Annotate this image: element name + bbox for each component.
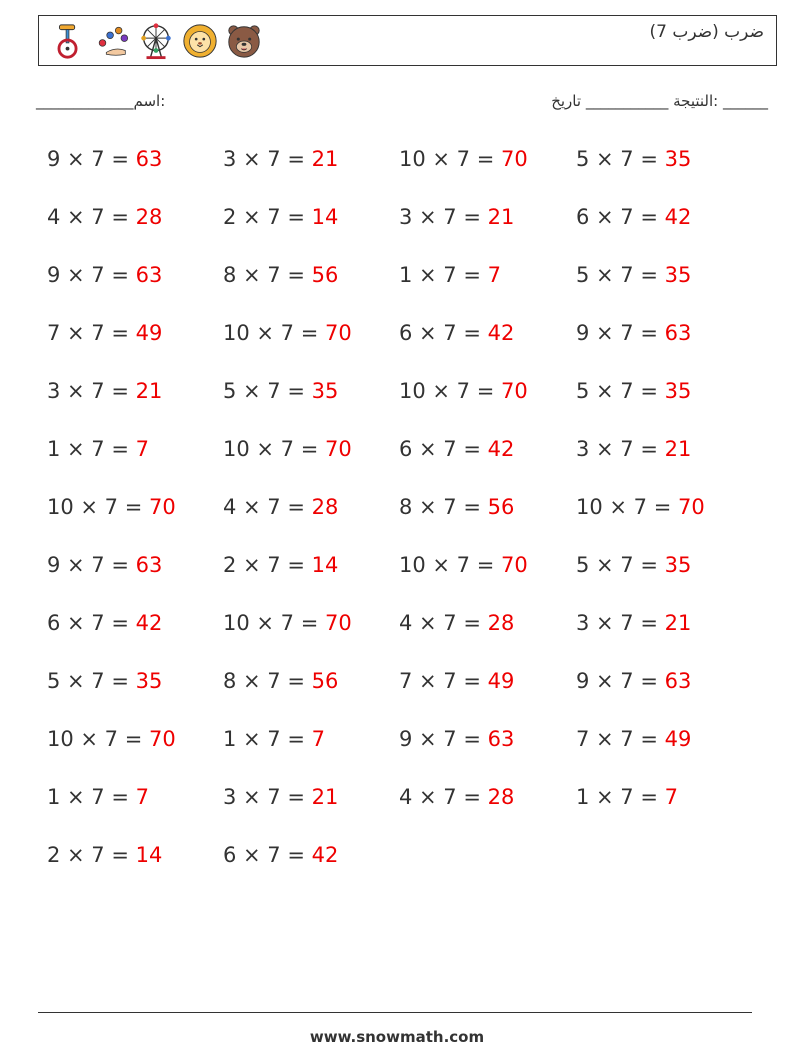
juggling-balls-icon [93,22,131,60]
problem-answer: 14 [135,843,163,867]
problem-answer: 63 [135,263,163,287]
problem-question: 3 × 7 = [576,611,665,635]
problem-answer: 14 [311,553,339,577]
problem-question: 9 × 7 = [576,321,665,345]
problem-question: 8 × 7 = [223,263,312,287]
problem-question: 5 × 7 = [576,553,665,577]
problem-answer: 70 [500,379,528,403]
problem-question: 10 × 7 = [223,321,325,345]
problem-item [47,205,162,229]
problem-answer: 63 [664,669,692,693]
problem-item [399,727,514,751]
problem-item [47,727,176,751]
problem-answer: 7 [135,785,149,809]
problem-question: 1 × 7 = [576,785,665,809]
problem-answer: 21 [311,147,339,171]
problem-answer: 42 [135,611,163,635]
problem-question: 1 × 7 = [399,263,488,287]
problem-item [399,263,501,287]
problem-question: 5 × 7 = [576,263,665,287]
problem-item [576,553,691,577]
problem-question: 6 × 7 = [399,437,488,461]
problem-item [399,553,528,577]
problem-item [223,263,338,287]
worksheet-title: ضرب (ضرب 7) [649,22,764,42]
problem-question: 4 × 7 = [399,785,488,809]
problem-question: 10 × 7 = [399,379,501,403]
problem-answer: 63 [135,147,163,171]
problem-answer: 49 [487,669,515,693]
problem-item [399,437,514,461]
header-box [38,15,777,66]
problem-item [47,611,162,635]
problem-answer: 70 [148,495,176,519]
problem-answer: 63 [664,321,692,345]
problem-answer: 42 [487,321,515,345]
problem-item [47,147,162,171]
problem-question: 4 × 7 = [47,205,136,229]
lion-icon [181,22,219,60]
problem-answer: 70 [148,727,176,751]
problem-item [47,321,162,345]
problem-question: 5 × 7 = [576,147,665,171]
problem-answer: 7 [664,785,678,809]
problem-item [223,437,352,461]
problem-question: 7 × 7 = [47,321,136,345]
problem-question: 8 × 7 = [223,669,312,693]
problem-question: 9 × 7 = [576,669,665,693]
problem-item [576,785,678,809]
problem-answer: 21 [664,611,692,635]
problem-item [223,669,338,693]
name-label: اسم: [133,92,166,110]
header-icons [49,22,263,60]
problem-item [576,205,691,229]
footer-rule [38,1012,752,1013]
problem-answer: 70 [500,553,528,577]
problem-answer: 35 [664,263,692,287]
problem-question: 1 × 7 = [223,727,312,751]
problem-question: 1 × 7 = [47,437,136,461]
problem-item [399,321,514,345]
problem-answer: 56 [487,495,515,519]
problem-question: 4 × 7 = [223,495,312,519]
problem-question: 9 × 7 = [47,147,136,171]
problem-question: 9 × 7 = [47,263,136,287]
score-label: النتيجة [673,92,714,110]
problem-answer: 28 [487,611,515,635]
problem-answer: 70 [324,611,352,635]
problem-item [576,611,691,635]
score-blank: ___________ [585,92,669,110]
problem-question: 3 × 7 = [576,437,665,461]
problem-item [399,611,514,635]
problem-question: 5 × 7 = [576,379,665,403]
problem-item [576,495,705,519]
problem-question: 5 × 7 = [223,379,312,403]
problem-item [223,379,338,403]
problem-item [576,321,691,345]
problem-question: 3 × 7 = [47,379,136,403]
problem-question: 1 × 7 = [47,785,136,809]
problem-answer: 14 [311,205,339,229]
problem-answer: 21 [487,205,515,229]
problem-question: 6 × 7 = [576,205,665,229]
problem-answer: 21 [135,379,163,403]
problem-answer: 70 [324,437,352,461]
problem-question: 6 × 7 = [47,611,136,635]
problem-question: 5 × 7 = [47,669,136,693]
problem-question: 10 × 7 = [223,437,325,461]
problem-item [399,147,528,171]
problem-answer: 21 [311,785,339,809]
date-label: تاريخ: [551,92,719,110]
problem-item [399,205,514,229]
problem-item [576,147,691,171]
problem-question: 10 × 7 = [576,495,678,519]
problem-question: 2 × 7 = [47,843,136,867]
problem-item [47,437,149,461]
problem-item [47,379,162,403]
problem-answer: 70 [500,147,528,171]
problem-answer: 42 [487,437,515,461]
problem-item [47,553,162,577]
problem-question: 8 × 7 = [399,495,488,519]
problem-answer: 63 [135,553,163,577]
problem-question: 3 × 7 = [399,205,488,229]
problem-answer: 7 [487,263,501,287]
problem-answer: 35 [664,147,692,171]
problem-item [47,263,162,287]
problem-question: 10 × 7 = [399,553,501,577]
problem-answer: 35 [135,669,163,693]
problem-question: 3 × 7 = [223,147,312,171]
problem-question: 4 × 7 = [399,611,488,635]
problem-item [47,495,176,519]
problem-answer: 56 [311,669,339,693]
problem-answer: 7 [311,727,325,751]
problem-item [576,437,691,461]
problem-question: 2 × 7 = [223,553,312,577]
problem-question: 6 × 7 = [223,843,312,867]
problem-answer: 42 [664,205,692,229]
problem-question: 6 × 7 = [399,321,488,345]
problem-question: 9 × 7 = [399,727,488,751]
problem-item [399,379,528,403]
problem-answer: 21 [664,437,692,461]
problem-question: 3 × 7 = [223,785,312,809]
unicycle-icon [49,22,87,60]
date-blank: ______ [723,92,768,110]
problem-item [223,843,338,867]
problem-answer: 49 [664,727,692,751]
problem-answer: 56 [311,263,339,287]
problem-question: 10 × 7 = [223,611,325,635]
footer-url: www.snowmath.com [309,1028,485,1046]
problem-item [223,495,338,519]
problem-answer: 49 [135,321,163,345]
problem-answer: 70 [677,495,705,519]
problem-item [576,669,691,693]
problem-item [223,553,338,577]
problem-item [223,611,352,635]
name-field [36,92,165,110]
problem-answer: 28 [311,495,339,519]
problem-answer: 7 [135,437,149,461]
problem-item [223,205,338,229]
problem-answer: 35 [664,379,692,403]
bear-icon [225,22,263,60]
problem-item [223,147,338,171]
problem-item [576,263,691,287]
problem-answer: 42 [311,843,339,867]
problem-question: 10 × 7 = [399,147,501,171]
ferris-wheel-icon [137,22,175,60]
problem-item [576,727,691,751]
problem-answer: 70 [324,321,352,345]
problem-item [223,727,325,751]
problem-answer: 63 [487,727,515,751]
problem-question: 7 × 7 = [399,669,488,693]
name-blank: _____________ [36,92,134,110]
problem-answer: 35 [664,553,692,577]
problem-question: 10 × 7 = [47,495,149,519]
problem-question: 2 × 7 = [223,205,312,229]
problem-question: 10 × 7 = [47,727,149,751]
problem-question: 7 × 7 = [576,727,665,751]
problem-item [576,379,691,403]
problem-item [399,495,514,519]
problem-question: 9 × 7 = [47,553,136,577]
problem-item [47,843,162,867]
problem-answer: 35 [311,379,339,403]
problem-item [399,785,514,809]
problem-item [223,321,352,345]
problem-answer: 28 [487,785,515,809]
problem-answer: 28 [135,205,163,229]
problem-item [223,785,338,809]
problem-item [399,669,514,693]
problem-item [47,669,162,693]
date-score-field [551,92,768,110]
problem-item [47,785,149,809]
